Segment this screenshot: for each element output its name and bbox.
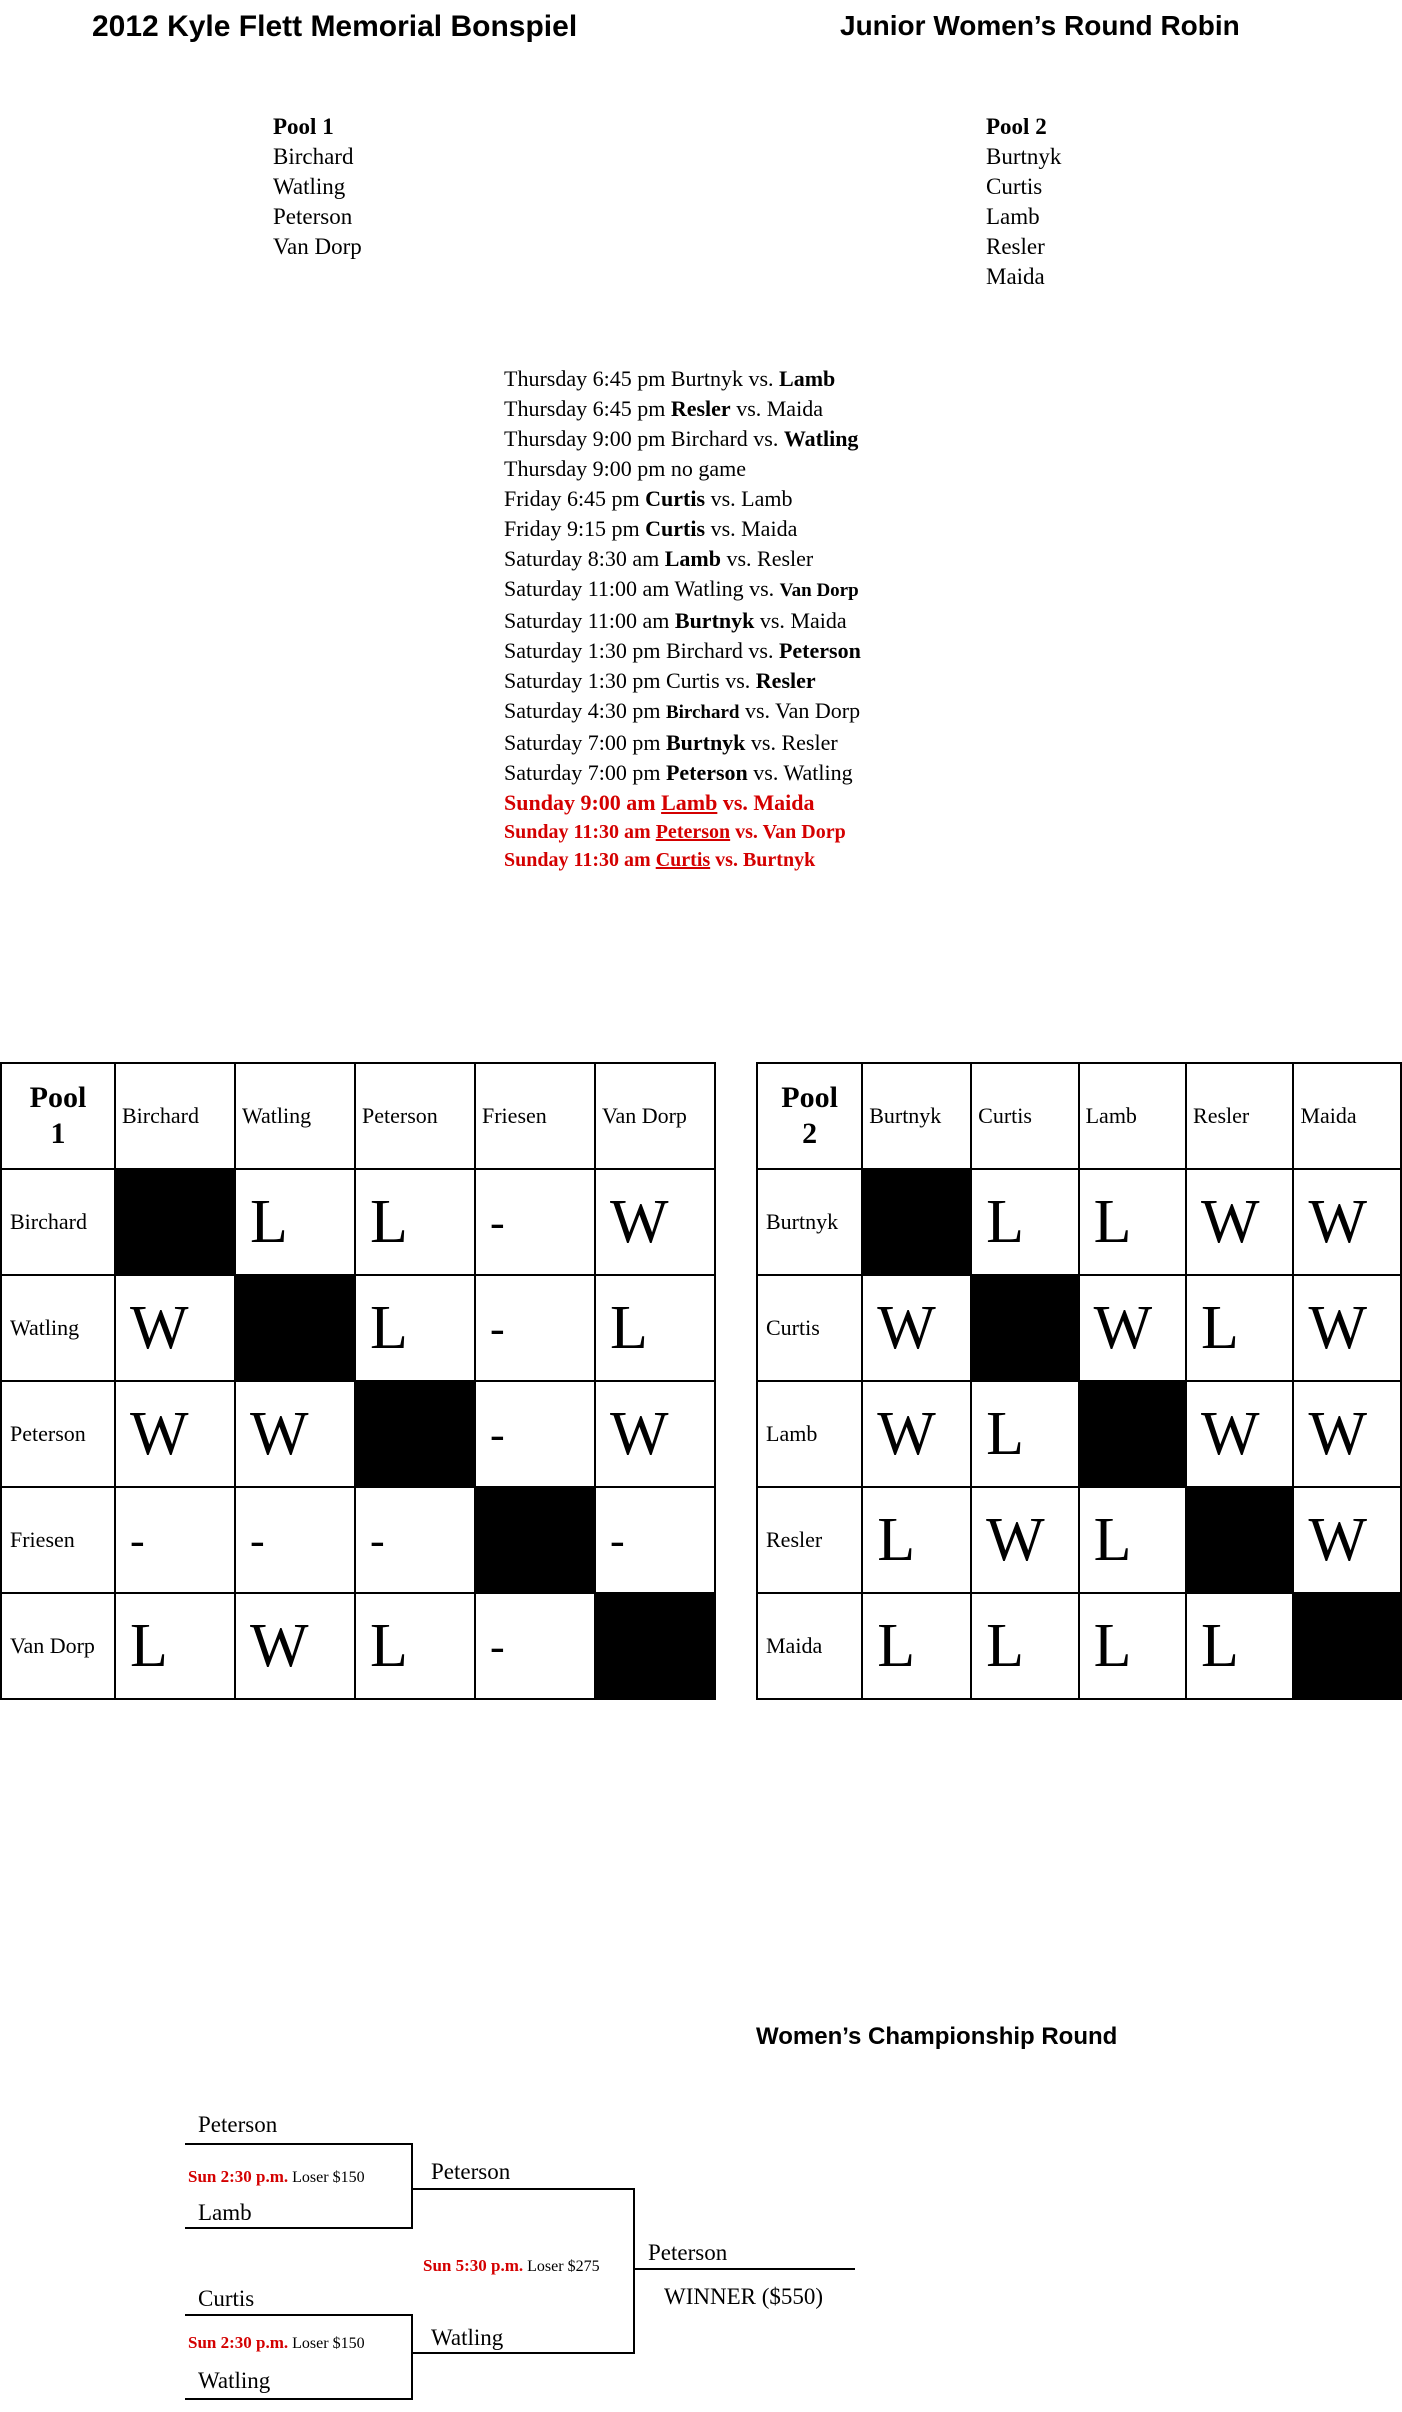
pool2-team: Curtis	[986, 174, 1043, 199]
grid-result-cell: W	[115, 1381, 235, 1487]
grid-result-cell: -	[475, 1169, 595, 1275]
schedule-row	[504, 484, 861, 514]
grid-self-cell	[355, 1381, 475, 1487]
bracket-line	[185, 2398, 413, 2400]
grid-row-header: Maida	[757, 1593, 862, 1699]
schedule-time: Saturday 1:30 pm	[504, 668, 661, 693]
bracket-final-time	[423, 2256, 600, 2276]
schedule-team-b: Maida	[790, 608, 847, 633]
schedule-time: Saturday 8:30 am	[504, 546, 660, 571]
grid-result-cell: W	[1293, 1487, 1401, 1593]
schedule-row	[504, 574, 861, 606]
schedule-vs: vs.	[726, 546, 752, 571]
schedule-vs: vs.	[710, 486, 736, 511]
grid-result-cell: L	[235, 1169, 355, 1275]
schedule-row	[504, 514, 861, 544]
grid-column-header: Resler	[1186, 1063, 1293, 1169]
grid-self-cell	[1293, 1593, 1401, 1699]
schedule-vs: vs.	[725, 668, 751, 693]
grid-header-row	[1, 1063, 715, 1169]
grid-result-cell: L	[355, 1275, 475, 1381]
schedule-team-a: Burtnyk	[665, 730, 746, 755]
grid-corner-line: 2	[802, 1117, 818, 1150]
schedule-team-b: Peterson	[778, 638, 861, 663]
grid-result-cell: L	[971, 1381, 1078, 1487]
bracket-semi2-bottom-team: Watling	[198, 2368, 271, 2393]
grid-self-cell	[1079, 1381, 1186, 1487]
schedule-vs: vs.	[748, 366, 774, 391]
grid-row	[1, 1381, 715, 1487]
grid-result-cell: L	[1186, 1593, 1293, 1699]
schedule-time: Friday 6:45 pm	[504, 486, 640, 511]
schedule-team-b: Maida	[753, 790, 815, 815]
schedule-vs: vs.	[759, 608, 785, 633]
grid-result-cell: L	[862, 1593, 971, 1699]
bracket-final-top-team: Peterson	[431, 2159, 511, 2184]
grid-row-header: Lamb	[757, 1381, 862, 1487]
document-title: 2012 Kyle Flett Memorial Bonspiel	[92, 10, 578, 43]
schedule-team-a: Birchard	[665, 702, 740, 723]
grid-result-cell: W	[115, 1275, 235, 1381]
grid-result-cell: W	[1293, 1275, 1401, 1381]
grid-corner-line: 1	[50, 1117, 66, 1150]
grid-column-header: Van Dorp	[595, 1063, 715, 1169]
schedule-row	[504, 636, 861, 666]
bracket-line	[185, 2227, 413, 2229]
schedule-team-a: Peterson	[665, 760, 748, 785]
schedule-team-a: Peterson	[655, 821, 731, 843]
final-time-label: Sun 5:30 p.m.	[423, 2256, 524, 2275]
schedule-row	[504, 544, 861, 574]
grid-result-cell: W	[1293, 1381, 1401, 1487]
schedule-row	[504, 728, 861, 758]
schedule-team-b: Resler	[781, 730, 838, 755]
bracket-line	[185, 2143, 413, 2145]
bracket-semi1-time	[188, 2167, 365, 2187]
pool2-team: Lamb	[986, 204, 1040, 229]
grid-result-cell: L	[355, 1169, 475, 1275]
schedule-row	[504, 394, 861, 424]
schedule-team-b: Lamb	[741, 486, 793, 511]
bracket-line	[411, 2352, 635, 2354]
grid-row	[1, 1275, 715, 1381]
grid-result-cell: L	[1079, 1487, 1186, 1593]
grid-self-cell	[595, 1593, 715, 1699]
grid-result-cell: W	[1293, 1169, 1401, 1275]
schedule-team-a: Curtis	[645, 486, 706, 511]
schedule-row	[504, 846, 861, 874]
grid-column-header: Burtnyk	[862, 1063, 971, 1169]
schedule-row	[504, 666, 861, 696]
schedule-team-a: Lamb	[664, 546, 721, 571]
schedule-time: Sunday 9:00 am	[504, 790, 656, 815]
schedule-vs: vs.	[744, 698, 771, 723]
pool1-heading: Pool 1	[273, 114, 334, 139]
schedule-team-b: Maida	[741, 516, 798, 541]
grid-result-cell: W	[595, 1169, 715, 1275]
grid-row	[1, 1487, 715, 1593]
schedule-row	[504, 758, 861, 788]
schedule-time: Saturday 1:30 pm	[504, 638, 661, 663]
schedule-time: Saturday 7:00 pm	[504, 760, 661, 785]
pool2-team: Burtnyk	[986, 144, 1062, 169]
schedule-row	[504, 454, 861, 484]
schedule-time: Saturday 7:00 pm	[504, 730, 661, 755]
pool2-heading: Pool 2	[986, 114, 1047, 139]
schedule-vs: vs.	[722, 790, 748, 815]
grid-row-header: Curtis	[757, 1275, 862, 1381]
grid-result-cell: -	[475, 1593, 595, 1699]
grid-column-header: Friesen	[475, 1063, 595, 1169]
schedule-team-b: Burtnyk	[742, 849, 816, 871]
schedule-vs: vs.	[715, 849, 738, 871]
grid-row	[757, 1487, 1401, 1593]
grid-result-cell: W	[971, 1487, 1078, 1593]
grid-self-cell	[1186, 1487, 1293, 1593]
schedule-team-b: Resler	[755, 668, 816, 693]
schedule-team-b: Van Dorp	[775, 698, 861, 723]
schedule-vs: vs.	[750, 730, 776, 755]
pool1-team-list	[273, 112, 362, 262]
schedule-time: Sunday 11:30 am	[504, 821, 651, 843]
grid-column-header: Maida	[1293, 1063, 1401, 1169]
grid-result-cell: W	[1186, 1169, 1293, 1275]
grid-result-cell: W	[1079, 1275, 1186, 1381]
pool1-team: Watling	[273, 174, 346, 199]
grid-row	[1, 1169, 715, 1275]
document-subtitle: Junior Women’s Round Robin	[840, 10, 1240, 41]
grid-self-cell	[971, 1275, 1078, 1381]
schedule-team-b: Van Dorp	[779, 580, 859, 601]
schedule-time: Thursday 9:00 pm no game	[504, 456, 746, 481]
semi1-time-label: Sun 2:30 p.m.	[188, 2167, 289, 2186]
grid-self-cell	[862, 1169, 971, 1275]
grid-row-header: Van Dorp	[1, 1593, 115, 1699]
grid-result-cell: -	[115, 1487, 235, 1593]
grid-result-cell: W	[235, 1593, 355, 1699]
pool1-team: Van Dorp	[273, 234, 362, 259]
schedule-row	[504, 606, 861, 636]
grid-row	[757, 1275, 1401, 1381]
schedule-time: Thursday 6:45 pm	[504, 396, 666, 421]
grid-row-header: Burtnyk	[757, 1169, 862, 1275]
schedule-team-b: Resler	[757, 546, 814, 571]
schedule-vs: vs.	[748, 638, 774, 663]
grid-row	[757, 1593, 1401, 1699]
grid-column-header: Birchard	[115, 1063, 235, 1169]
grid-result-cell: -	[235, 1487, 355, 1593]
grid-row	[1, 1593, 715, 1699]
semi2-loser-note: Loser $150	[292, 2335, 365, 2352]
schedule-vs: vs.	[736, 396, 762, 421]
schedule-row	[504, 788, 861, 818]
schedule-row	[504, 364, 861, 394]
schedule-vs: vs.	[753, 426, 779, 451]
grid-self-cell	[475, 1487, 595, 1593]
bracket-semi2-top-team: Curtis	[198, 2286, 255, 2311]
schedule-time: Saturday 4:30 pm	[504, 698, 661, 723]
schedule-team-a: Lamb	[661, 790, 718, 815]
grid-result-cell: L	[355, 1593, 475, 1699]
grid-result-cell: W	[1186, 1381, 1293, 1487]
semi1-loser-note: Loser $150	[292, 2169, 365, 2186]
bracket-semi1-bottom-team: Lamb	[198, 2200, 252, 2225]
grid-result-cell: W	[862, 1275, 971, 1381]
grid-column-header: Watling	[235, 1063, 355, 1169]
final-loser-note: Loser $275	[527, 2258, 600, 2275]
grid-corner-line: Pool	[781, 1081, 838, 1114]
schedule-team-a: Birchard	[665, 638, 743, 663]
schedule-team-b: Watling	[783, 426, 859, 451]
schedule-vs: vs.	[753, 760, 779, 785]
grid-row-header: Friesen	[1, 1487, 115, 1593]
bracket-semi1-top-team: Peterson	[198, 2112, 278, 2137]
schedule-vs: vs.	[749, 576, 775, 601]
grid-result-cell: L	[115, 1593, 235, 1699]
schedule-time: Sunday 11:30 am	[504, 849, 651, 871]
bracket-final-bottom-team: Watling	[431, 2325, 504, 2350]
bracket-line	[633, 2188, 635, 2354]
grid-row-header: Birchard	[1, 1169, 115, 1275]
pool1-results-grid	[0, 1062, 716, 1700]
grid-row	[757, 1169, 1401, 1275]
pool2-team: Maida	[986, 264, 1045, 289]
schedule-row	[504, 424, 861, 454]
schedule-team-a: Watling	[674, 576, 744, 601]
pool1-team: Birchard	[273, 144, 354, 169]
schedule-time: Saturday 11:00 am	[504, 576, 670, 601]
grid-result-cell: L	[1079, 1169, 1186, 1275]
grid-result-cell: W	[862, 1381, 971, 1487]
grid-result-cell: L	[595, 1275, 715, 1381]
schedule-team-b: Lamb	[779, 366, 836, 391]
semi2-time-label: Sun 2:30 p.m.	[188, 2333, 289, 2352]
schedule-row	[504, 818, 861, 846]
grid-result-cell: L	[971, 1169, 1078, 1275]
schedule-team-a: Resler	[670, 396, 731, 421]
schedule-team-a: Curtis	[665, 668, 720, 693]
pool2-results-grid	[756, 1062, 1402, 1700]
pool2-team: Resler	[986, 234, 1045, 259]
grid-result-cell: -	[475, 1275, 595, 1381]
grid-result-cell: -	[355, 1487, 475, 1593]
grid-result-cell: -	[595, 1487, 715, 1593]
grid-result-cell: L	[1079, 1593, 1186, 1699]
game-schedule	[504, 364, 861, 874]
grid-self-cell	[115, 1169, 235, 1275]
schedule-time: Thursday 6:45 pm	[504, 366, 666, 391]
bracket-winner-label: WINNER ($550)	[664, 2284, 824, 2309]
grid-row-header: Peterson	[1, 1381, 115, 1487]
grid-result-cell: L	[971, 1593, 1078, 1699]
grid-result-cell: L	[1186, 1275, 1293, 1381]
schedule-team-b: Watling	[783, 760, 853, 785]
schedule-team-a: Burtnyk	[670, 366, 743, 391]
schedule-row	[504, 696, 861, 728]
grid-result-cell: W	[595, 1381, 715, 1487]
grid-corner-label	[1, 1063, 115, 1169]
schedule-time: Friday 9:15 pm	[504, 516, 640, 541]
pool2-team-list	[986, 112, 1061, 292]
grid-row	[757, 1381, 1401, 1487]
bracket-line	[185, 2314, 413, 2316]
bracket-line	[633, 2268, 855, 2270]
grid-column-header: Curtis	[971, 1063, 1078, 1169]
schedule-vs: vs.	[710, 516, 736, 541]
grid-column-header: Lamb	[1079, 1063, 1186, 1169]
schedule-team-b: Van Dorp	[762, 821, 846, 843]
schedule-team-b: Maida	[766, 396, 823, 421]
grid-corner-line: Pool	[29, 1081, 87, 1114]
schedule-team-a: Curtis	[645, 516, 706, 541]
bracket-semi2-time	[188, 2333, 365, 2353]
schedule-team-a: Curtis	[655, 849, 711, 871]
bracket-line	[411, 2188, 635, 2190]
grid-self-cell	[235, 1275, 355, 1381]
grid-row-header: Resler	[757, 1487, 862, 1593]
schedule-time: Saturday 11:00 am	[504, 608, 670, 633]
schedule-vs: vs.	[735, 821, 758, 843]
bracket-line	[411, 2314, 413, 2400]
bracket-winner-team: Peterson	[648, 2240, 728, 2265]
championship-title: Women’s Championship Round	[756, 2023, 1118, 2050]
schedule-team-a: Birchard	[670, 426, 748, 451]
grid-result-cell: -	[475, 1381, 595, 1487]
bracket-line	[411, 2143, 413, 2229]
grid-corner-label	[757, 1063, 862, 1169]
grid-column-header: Peterson	[355, 1063, 475, 1169]
pool1-team: Peterson	[273, 204, 353, 229]
grid-result-cell: L	[862, 1487, 971, 1593]
schedule-team-a: Burtnyk	[674, 608, 755, 633]
grid-header-row	[757, 1063, 1401, 1169]
schedule-time: Thursday 9:00 pm	[504, 426, 666, 451]
grid-result-cell: W	[235, 1381, 355, 1487]
grid-row-header: Watling	[1, 1275, 115, 1381]
